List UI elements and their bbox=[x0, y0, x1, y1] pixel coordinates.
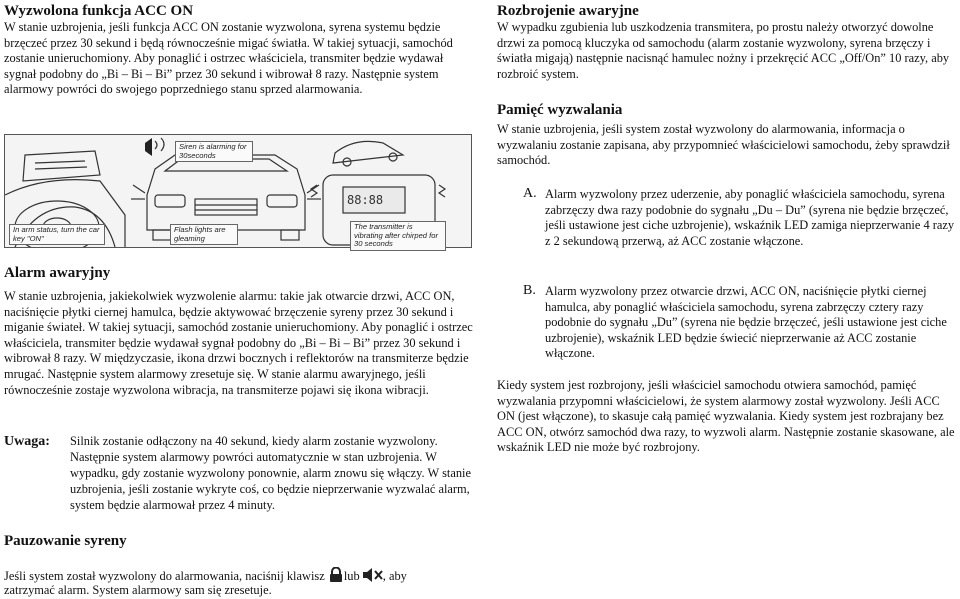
caption-siren: Siren is alarming for 30seconds bbox=[175, 141, 253, 162]
section-text-emergency-disarm: W wypadku zgubienia lub uszkodzenia transmitera, po prostu należy otworzyć dowolne drzwi za pomocą kluczyka od samochodu (alarm zostanie wyzwolony, syrena brzęczy i światła migają) następnie nacisnąć hamulec nożny i przekręcić ACC „Off/On” 10 razy, aby rozbroić system. bbox=[497, 20, 950, 81]
section-title-alarm: Alarm awaryjny bbox=[4, 265, 111, 281]
list-item-text-a: Alarm wyzwolony przez uderzenie, aby ponaglić właściciela samochodu, syrena zabrzęczy dwa razy podobnie do sygnału „Du – Du” (syrena nie będzie brzęczeć, jeśli ustawione jest ciche uzbrojenie), wskaźnik LED zamiga nieprzerwanie 4 razy z 2 sekundową przerwą, aż ACC zostanie włączone. bbox=[545, 187, 955, 248]
caption-flash-lights: Flash lights are gleaming bbox=[170, 224, 238, 245]
list-item-text-b: Alarm wyzwolony przez otwarcie drzwi, ACC ON, naciśnięcie płytki ciernej hamulca, aby ponaglić właściciela samochodu, syrena zabrzęczy cztery razy podobnie do sygnału „Du” (syrena nie będzie brzęczeć, jeśli ustawione jest ciche uzbrojenie), wskaźnik LED będzie świecić nieprzerwanie aż ACC zostanie włączone. bbox=[545, 284, 947, 361]
list-item-letter-b: B. bbox=[523, 283, 536, 298]
section-title-pause-siren: Pauzowanie syreny bbox=[4, 533, 127, 549]
note-label: Uwaga: bbox=[4, 434, 50, 449]
lcd-display: 88:88 bbox=[347, 193, 384, 207]
section-title-emergency-disarm: Rozbrojenie awaryjne bbox=[497, 3, 639, 19]
section-text-acc-on: W stanie uzbrojenia, jeśli funkcja ACC ON zostanie wyzwolona, syrena systemu będzie brzęczeć przez 30 sekund i będą równocześnie migać światła. W takiej sytuacji, samochód zostanie unieruchomiony. Aby ponaglić i ostrzec właściciela, transmiter będzie wydawał sygnał podobny do „Bi – Bi – Bi” przez 30 sekund i wibrował 8 razy. Następnie system alarmowy powróci do swojego poprzedniego stanu sprzed alarmowania. bbox=[4, 20, 453, 97]
caption-car-key: In arm status, turn the car key "ON" bbox=[9, 224, 105, 245]
closing-paragraph: Kiedy system jest rozbrojony, jeśli właściciel samochodu otwiera samochód, pamięć wyzwalania przypomni właścicielowi, że system alarmowy został wyzwolony. Jeśli ACC ON (jest włączone), to skasuje całą pamięć wyzwalania. Kiedy system jest rozbrajany bez ACC ON, otwórz samochód dwa razy, to wyzwoli alarm. Następnie zostanie skasowane, ale wskaźnik LED nie może być rozbrojony. bbox=[497, 378, 955, 455]
alarm-illustration bbox=[4, 134, 472, 248]
section-text-alarm: W stanie uzbrojenia, jakiekolwiek wyzwolenie alarmu: takie jak otwarcie drzwi, ACC ON, naciśnięcie płytki ciernej hamulca, będzie aktywować brzęczenie syreny przez 30 sekund i miganie świateł. W takiej sytuacji, samochód zostanie unieruchomiony. Aby ponaglić i ostrzec właściciela, transmiter będzie wydawał sygnał podobny do „Bi – Bi – Bi” przez 30 sekund i wibrował 8 razy. W międzyczasie, ikona drzwi bocznych i reflektorów na transmiterze będzie mrugać. Następnie system alarmowy zresetuje się. W stanie alarmu awaryjnego, jeśli równocześnie zostaje wyzwolona wibracja, na transmiterze pojawi się ikona wibracji. bbox=[4, 289, 473, 397]
pause-siren-line2: zatrzymać alarm. System alarmowy sam się zresetuje. bbox=[4, 583, 272, 597]
pause-text-before: Jeśli system został wyzwolony do alarmowania, naciśnij klawisz bbox=[4, 569, 328, 583]
note-text: Silnik zostanie odłączony na 40 sekund, kiedy alarm zostanie wyzwolony. Następnie system alarmowy powróci automatycznie w stan uzbrojenia. W wypadku, gdy zostanie wyzwolony ponownie, alarm znowu się włączy. W stanie uzbrojenia, jeśli zostanie wykryte coś, co będzie nieprzerwanie wyzwalać alarm, system będzie alarmował przez 4 minuty. bbox=[70, 434, 471, 512]
section-title-trigger-memory: Pamięć wyzwalania bbox=[497, 102, 623, 118]
caption-transmitter: The transmitter is vibrating after chirped for 30 seconds bbox=[350, 221, 446, 251]
pause-text-mid: lub bbox=[343, 569, 363, 583]
section-text-trigger-memory: W stanie uzbrojenia, jeśli system został wyzwolony do alarmowania, informacja o wyzwalaniu zostanie zapisana, aby przypomnieć właścicielowi samochodu, żeby sprawdził samochód. bbox=[497, 122, 950, 168]
pause-text-after: , aby bbox=[382, 569, 407, 583]
list-item-letter-a: A. bbox=[523, 186, 537, 201]
section-title-acc-on: Wyzwolona funkcja ACC ON bbox=[4, 3, 194, 19]
